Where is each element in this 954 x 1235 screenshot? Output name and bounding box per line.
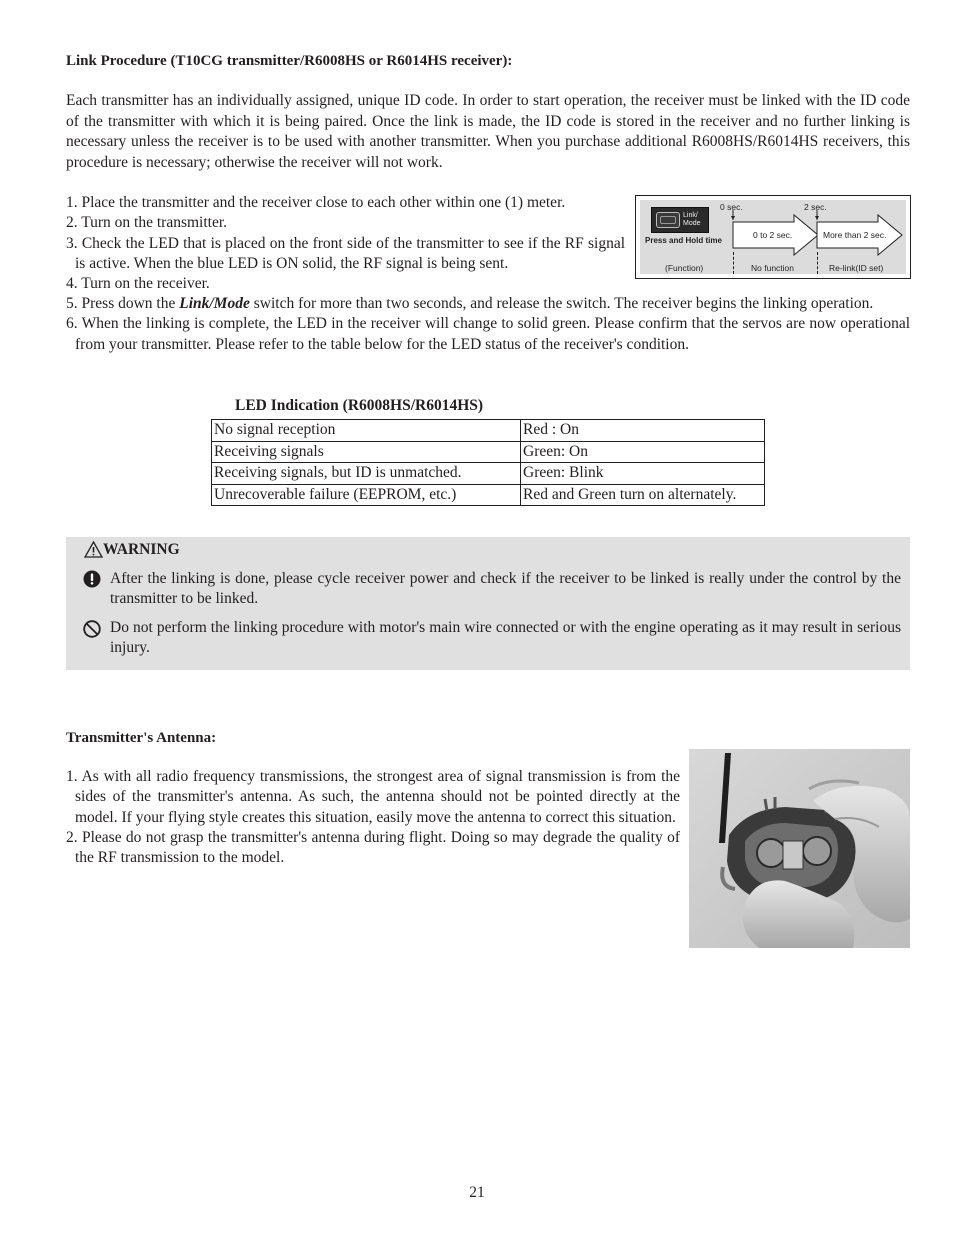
table-row: Receiving signals Green: On [212,441,765,463]
arrow1-label: 0 to 2 sec. [753,230,793,240]
link-step-5: 5. Press down the Link/Mode switch for more than two seconds, and release the switch. The receiver begins the linking operation. [66,295,874,312]
table-row: Unrecoverable failure (EEPROM, etc.) Red and Green turn on alternately. [212,484,765,506]
link-steps-list-continued [66,294,910,355]
link-step-6: 6. When the linking is complete, the LED in the receiver will change to solid green. Please confirm that the servos are now operational from your transmitter. Please refer to the table below for the LED status of the receiver's condition. [66,315,910,353]
warning-item-1: After the linking is done, please cycle receiver power and check if the receiver to be linked is really under the control by the transmitter to be linked. [110,570,901,607]
antenna-heading: Transmitter's Antenna: [66,730,217,746]
table-row: No signal reception Red : On [212,420,765,442]
time-2-label: 2 sec. [804,202,827,212]
warning-title: WARNING [103,541,180,558]
prohibited-icon [83,620,101,638]
transmitter-photo [689,749,910,948]
arrow2-label: More than 2 sec. [823,230,887,240]
antenna-list [66,767,680,868]
warning-item-2: Do not perform the linking procedure with motor's main wire connected or with the engine operating as it may result in serious injury. [110,619,901,656]
time-0-label: 0 sec. [720,202,743,212]
antenna-item: 2. Please do not grasp the transmitter's antenna during flight. Doing so may degrade the quality of the RF transmission to the model. [66,828,680,867]
relink-label: Re-link(ID set) [829,263,884,273]
table-row: Receiving signals, but ID is unmatched. Green: Blink [212,463,765,485]
link-step: 3. Check the LED that is placed on the front side of the transmitter to see if the RF signal is active. When the blue LED is ON solid, the RF signal is being sent. [66,234,625,272]
link-step: 4. Turn on the receiver. [66,275,210,293]
press-hold-label: Press and Hold time [645,236,722,245]
no-function-label: No function [751,263,794,273]
function-col-label: (Function) [665,263,704,273]
link-intro-paragraph: Each transmitter has an individually assigned, unique ID code. In order to start operation, the receiver must be linked with the ID code of the transmitter with which it is being paired. Once the link is made, the ID code is stored in the receiver and no further linking is necessary unless the receiver is to be used with another transmitter. When you purchase additional R6008HS/R6014HS receivers, this procedure is necessary; otherwise the receiver will not work. [66,92,910,171]
link-step: 2. Turn on the transmitter. [66,214,228,232]
link-procedure-heading: Link Procedure (T10CG transmitter/R6008HS or R6014HS receiver): [66,53,513,69]
exclamation-icon [83,570,101,588]
link-mode-emphasis: Link/Mode [179,295,250,312]
link-timing-diagram [635,195,911,279]
led-indication-table [211,419,765,506]
link-steps-list [66,193,625,294]
link-mode-switch-icon: Link/ Mode [651,207,709,233]
divider-dash [733,252,734,274]
page-number: 21 [469,1184,485,1201]
warning-box [66,537,910,670]
link-step: 1. Place the transmitter and the receiver close to each other within one (1) meter. [66,194,566,211]
divider-dash [817,252,818,274]
warning-triangle-icon [84,541,103,558]
antenna-item: 1. As with all radio frequency transmissions, the strongest area of signal transmission is from the sides of the transmitter's antenna. As such, the antenna should not be pointed directly at the model. If your flying style creates this situation, easily move the antenna to correct this situation. [66,768,680,826]
led-table-title: LED Indication (R6008HS/R6014HS) [235,397,484,414]
